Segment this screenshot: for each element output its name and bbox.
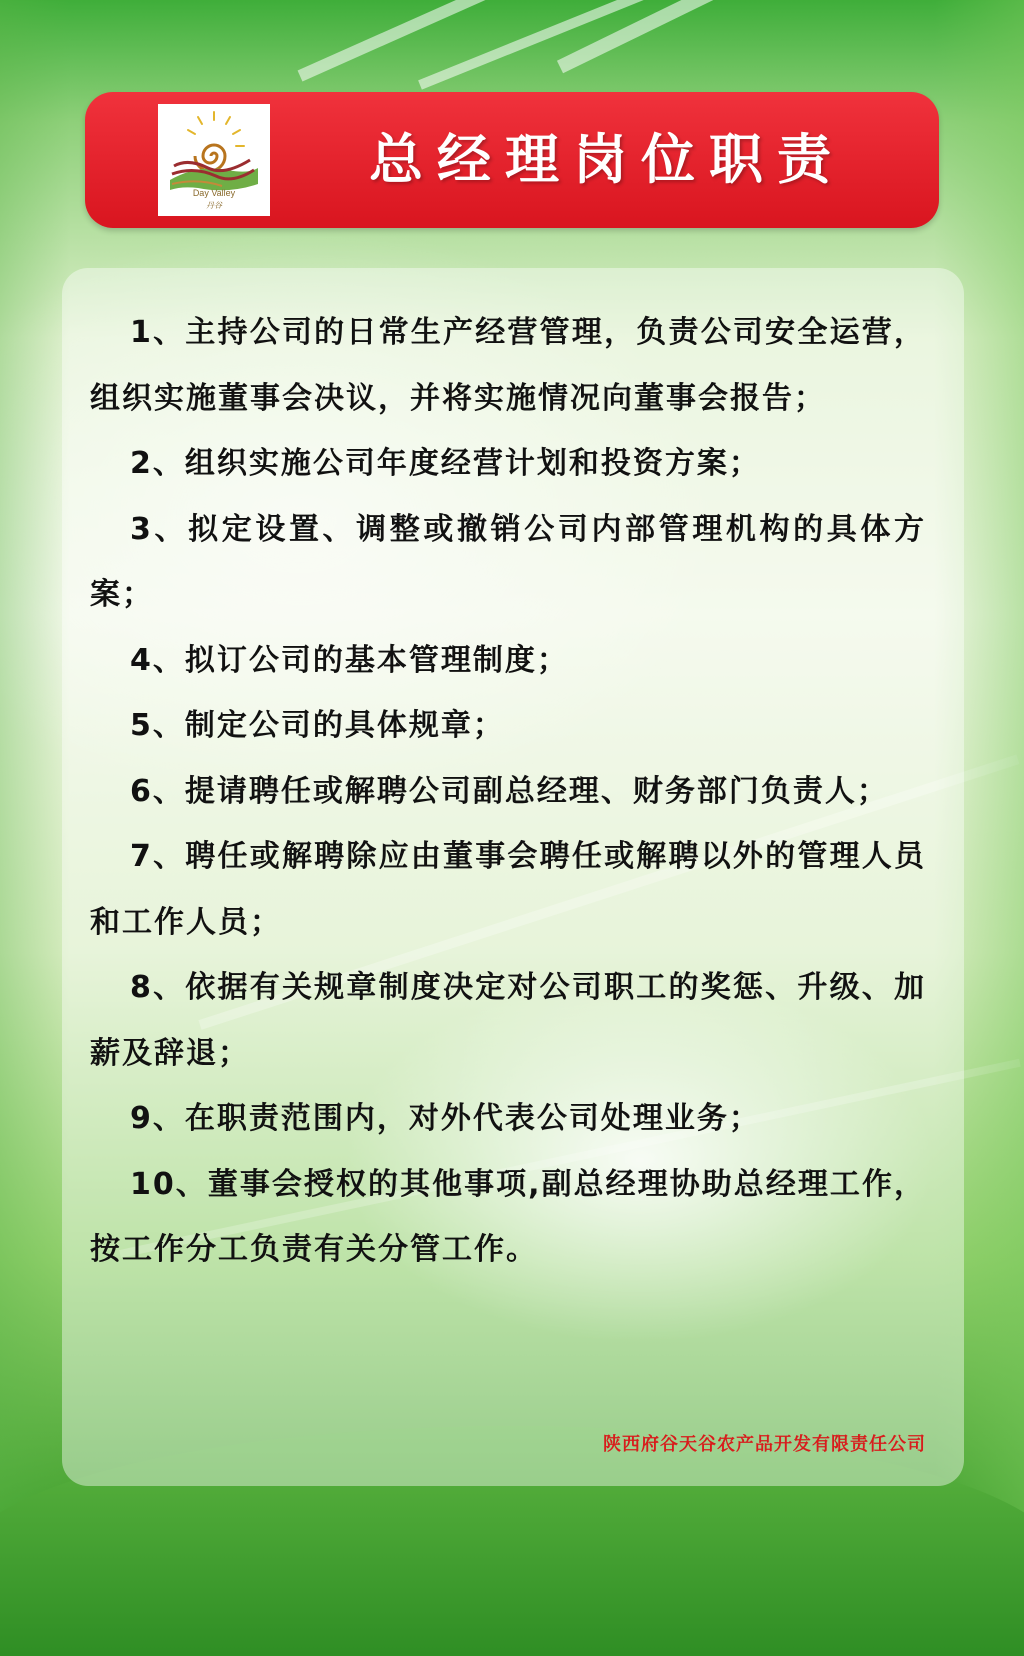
duty-item-4: 4、拟订公司的基本管理制度； (130, 642, 569, 678)
logo-name-cn: 丹谷 (206, 201, 222, 210)
duty-item-10: 10、董事会授权的其他事项,副总经理协助总经理工作，按工作分工负责有关分管工作。 (90, 1166, 926, 1267)
duties-list (90, 300, 926, 1283)
duty-item-8: 8、依据有关规章制度决定对公司职工的奖惩、升级、加薪及辞退； (90, 970, 926, 1071)
duty-item-1: 1、主持公司的日常生产经营管理，负责公司安全运营，组织实施董事会决议，并将实施情况向董事会报告； (90, 315, 926, 416)
duty-item-3: 3、拟定设置、调整或撤销公司内部管理机构的具体方案； (90, 511, 926, 612)
logo-name-en: Day Valley (192, 188, 236, 198)
page-title: 总经理岗位职责 (369, 128, 845, 191)
company-name: 陕西府谷天谷农产品开发有限责任公司 (603, 1434, 926, 1455)
duty-item-5: 5、制定公司的具体规章； (130, 708, 505, 743)
decorative-stripe (557, 0, 977, 73)
title-banner (85, 92, 939, 228)
duty-item-6: 6、提请聘任或解聘公司副总经理、财务部门负责人； (130, 773, 889, 809)
duty-item-9: 9、在职责范围内，对外代表公司处理业务； (130, 1101, 761, 1136)
duty-item-7: 7、聘任或解聘除应由董事会聘任或解聘以外的管理人员和工作人员； (90, 839, 926, 940)
company-logo (158, 104, 270, 216)
duty-item-2: 2、组织实施公司年度经营计划和投资方案； (130, 446, 761, 481)
left-shade (0, 0, 70, 1536)
